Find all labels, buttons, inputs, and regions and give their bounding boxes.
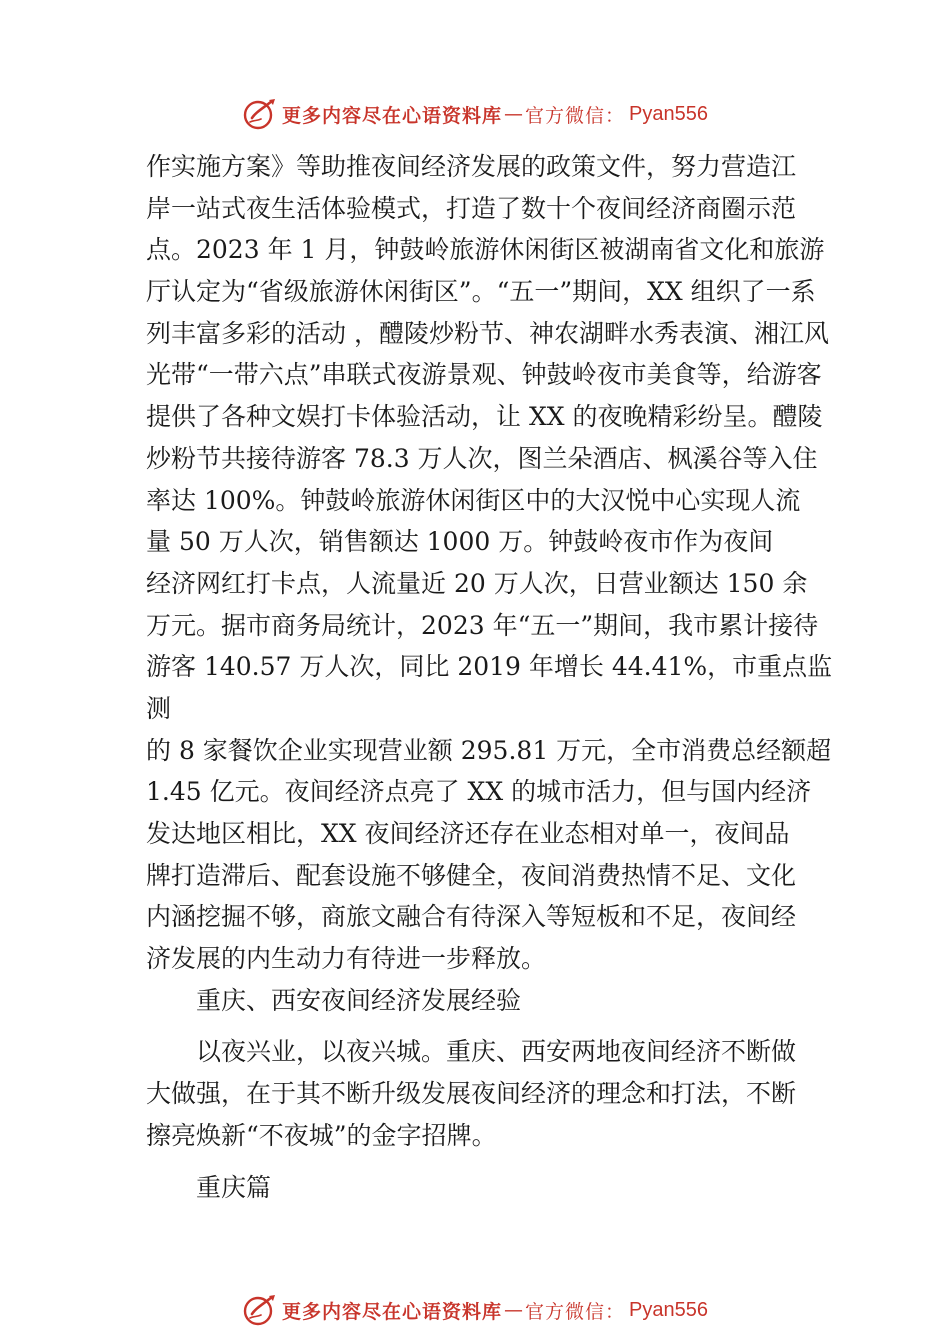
body-line: 以夜兴业，以夜兴城。重庆、西安两地夜间经济不断做 bbox=[196, 1037, 797, 1067]
body-line: 提供了各种文娱打卡体验活动，让 XX 的夜晚精彩纷呈。醴陵 bbox=[146, 402, 823, 432]
body-line: 游客 140.57 万人次，同比 2019 年增长 44.41%，市重点监 bbox=[146, 652, 833, 682]
body-line: 的 8 家餐饮企业实现营业额 295.81 万元，全市消费总经额超 bbox=[146, 735, 832, 765]
section-heading: 重庆、西安夜间经济发展经验 bbox=[196, 985, 522, 1015]
body-line: 点。2023 年 1 月，钟鼓岭旅游休闲街区被湖南省文化和旅游 bbox=[146, 235, 825, 265]
body-line: 厅认定为“省级旅游休闲街区”。“五一”期间，XX 组织了一系 bbox=[146, 277, 816, 307]
pen-logo-icon bbox=[242, 1292, 278, 1328]
body-line: 光带“一带六点”串联式夜游景观、钟鼓岭夜市美食等，给游客 bbox=[146, 360, 822, 390]
body-line: 1.45 亿元。夜间经济点亮了 XX 的城市活力，但与国内经济 bbox=[146, 777, 812, 807]
body-line: 炒粉节共接待游客 78.3 万人次，图兰朵酒店、枫溪谷等入住 bbox=[146, 443, 818, 473]
pen-logo-icon bbox=[242, 96, 278, 132]
subsection-heading: 重庆篇 bbox=[196, 1172, 272, 1202]
body-line: 作实施方案》等助推夜间经济发展的政策文件，努力营造江 bbox=[146, 152, 797, 181]
body-line: 万元。据市商务局统计，2023 年“五一”期间，我市累计接待 bbox=[146, 610, 819, 640]
footer-brand: 更多内容尽在心语资料库 bbox=[282, 1300, 503, 1323]
footer-wechat-label: 官方微信： bbox=[525, 1300, 626, 1323]
header-banner bbox=[0, 94, 950, 134]
footer-wechat-id: Pyan556 bbox=[629, 1298, 708, 1321]
body-line: 发达地区相比，XX 夜间经济还存在业态相对单一，夜间品 bbox=[146, 819, 790, 848]
body-line: 擦亮焕新“不夜城”的金字招牌。 bbox=[146, 1120, 497, 1150]
footer-separator: — bbox=[504, 1299, 524, 1321]
body-line: 岸一站式夜生活体验模式，打造了数十个夜间经济商圈示范 bbox=[146, 193, 797, 223]
footer-banner bbox=[0, 1290, 950, 1330]
body-line: 大做强，在于其不断升级发展夜间经济的理念和打法，不断 bbox=[146, 1079, 797, 1109]
header-brand: 更多内容尽在心语资料库 bbox=[282, 104, 503, 127]
header-wechat-label: 官方微信： bbox=[525, 104, 626, 127]
body-line: 济发展的内生动力有待进一步释放。 bbox=[146, 944, 547, 974]
document-body bbox=[146, 146, 833, 1208]
body-line: 经济网红打卡点，人流量近 20 万人次，日营业额达 150 余 bbox=[146, 568, 808, 598]
body-line: 列丰富多彩的活动 ，醴陵炒粉节、神农湖畔水秀表演、湘江风 bbox=[146, 318, 829, 348]
body-line: 牌打造滞后、配套设施不够健全，夜间消费热情不足、文化 bbox=[146, 860, 797, 890]
body-line: 率达 100%。钟鼓岭旅游休闲街区中的大汉悦中心实现人流 bbox=[146, 485, 801, 515]
header-separator: — bbox=[504, 103, 524, 125]
body-line: 量 50 万人次，销售额达 1000 万。钟鼓岭夜市作为夜间 bbox=[146, 527, 774, 557]
header-wechat-id: Pyan556 bbox=[629, 102, 708, 125]
body-line: 测 bbox=[146, 693, 172, 723]
body-line: 内涵挖掘不够，商旅文融合有待深入等短板和不足，夜间经 bbox=[146, 902, 797, 932]
